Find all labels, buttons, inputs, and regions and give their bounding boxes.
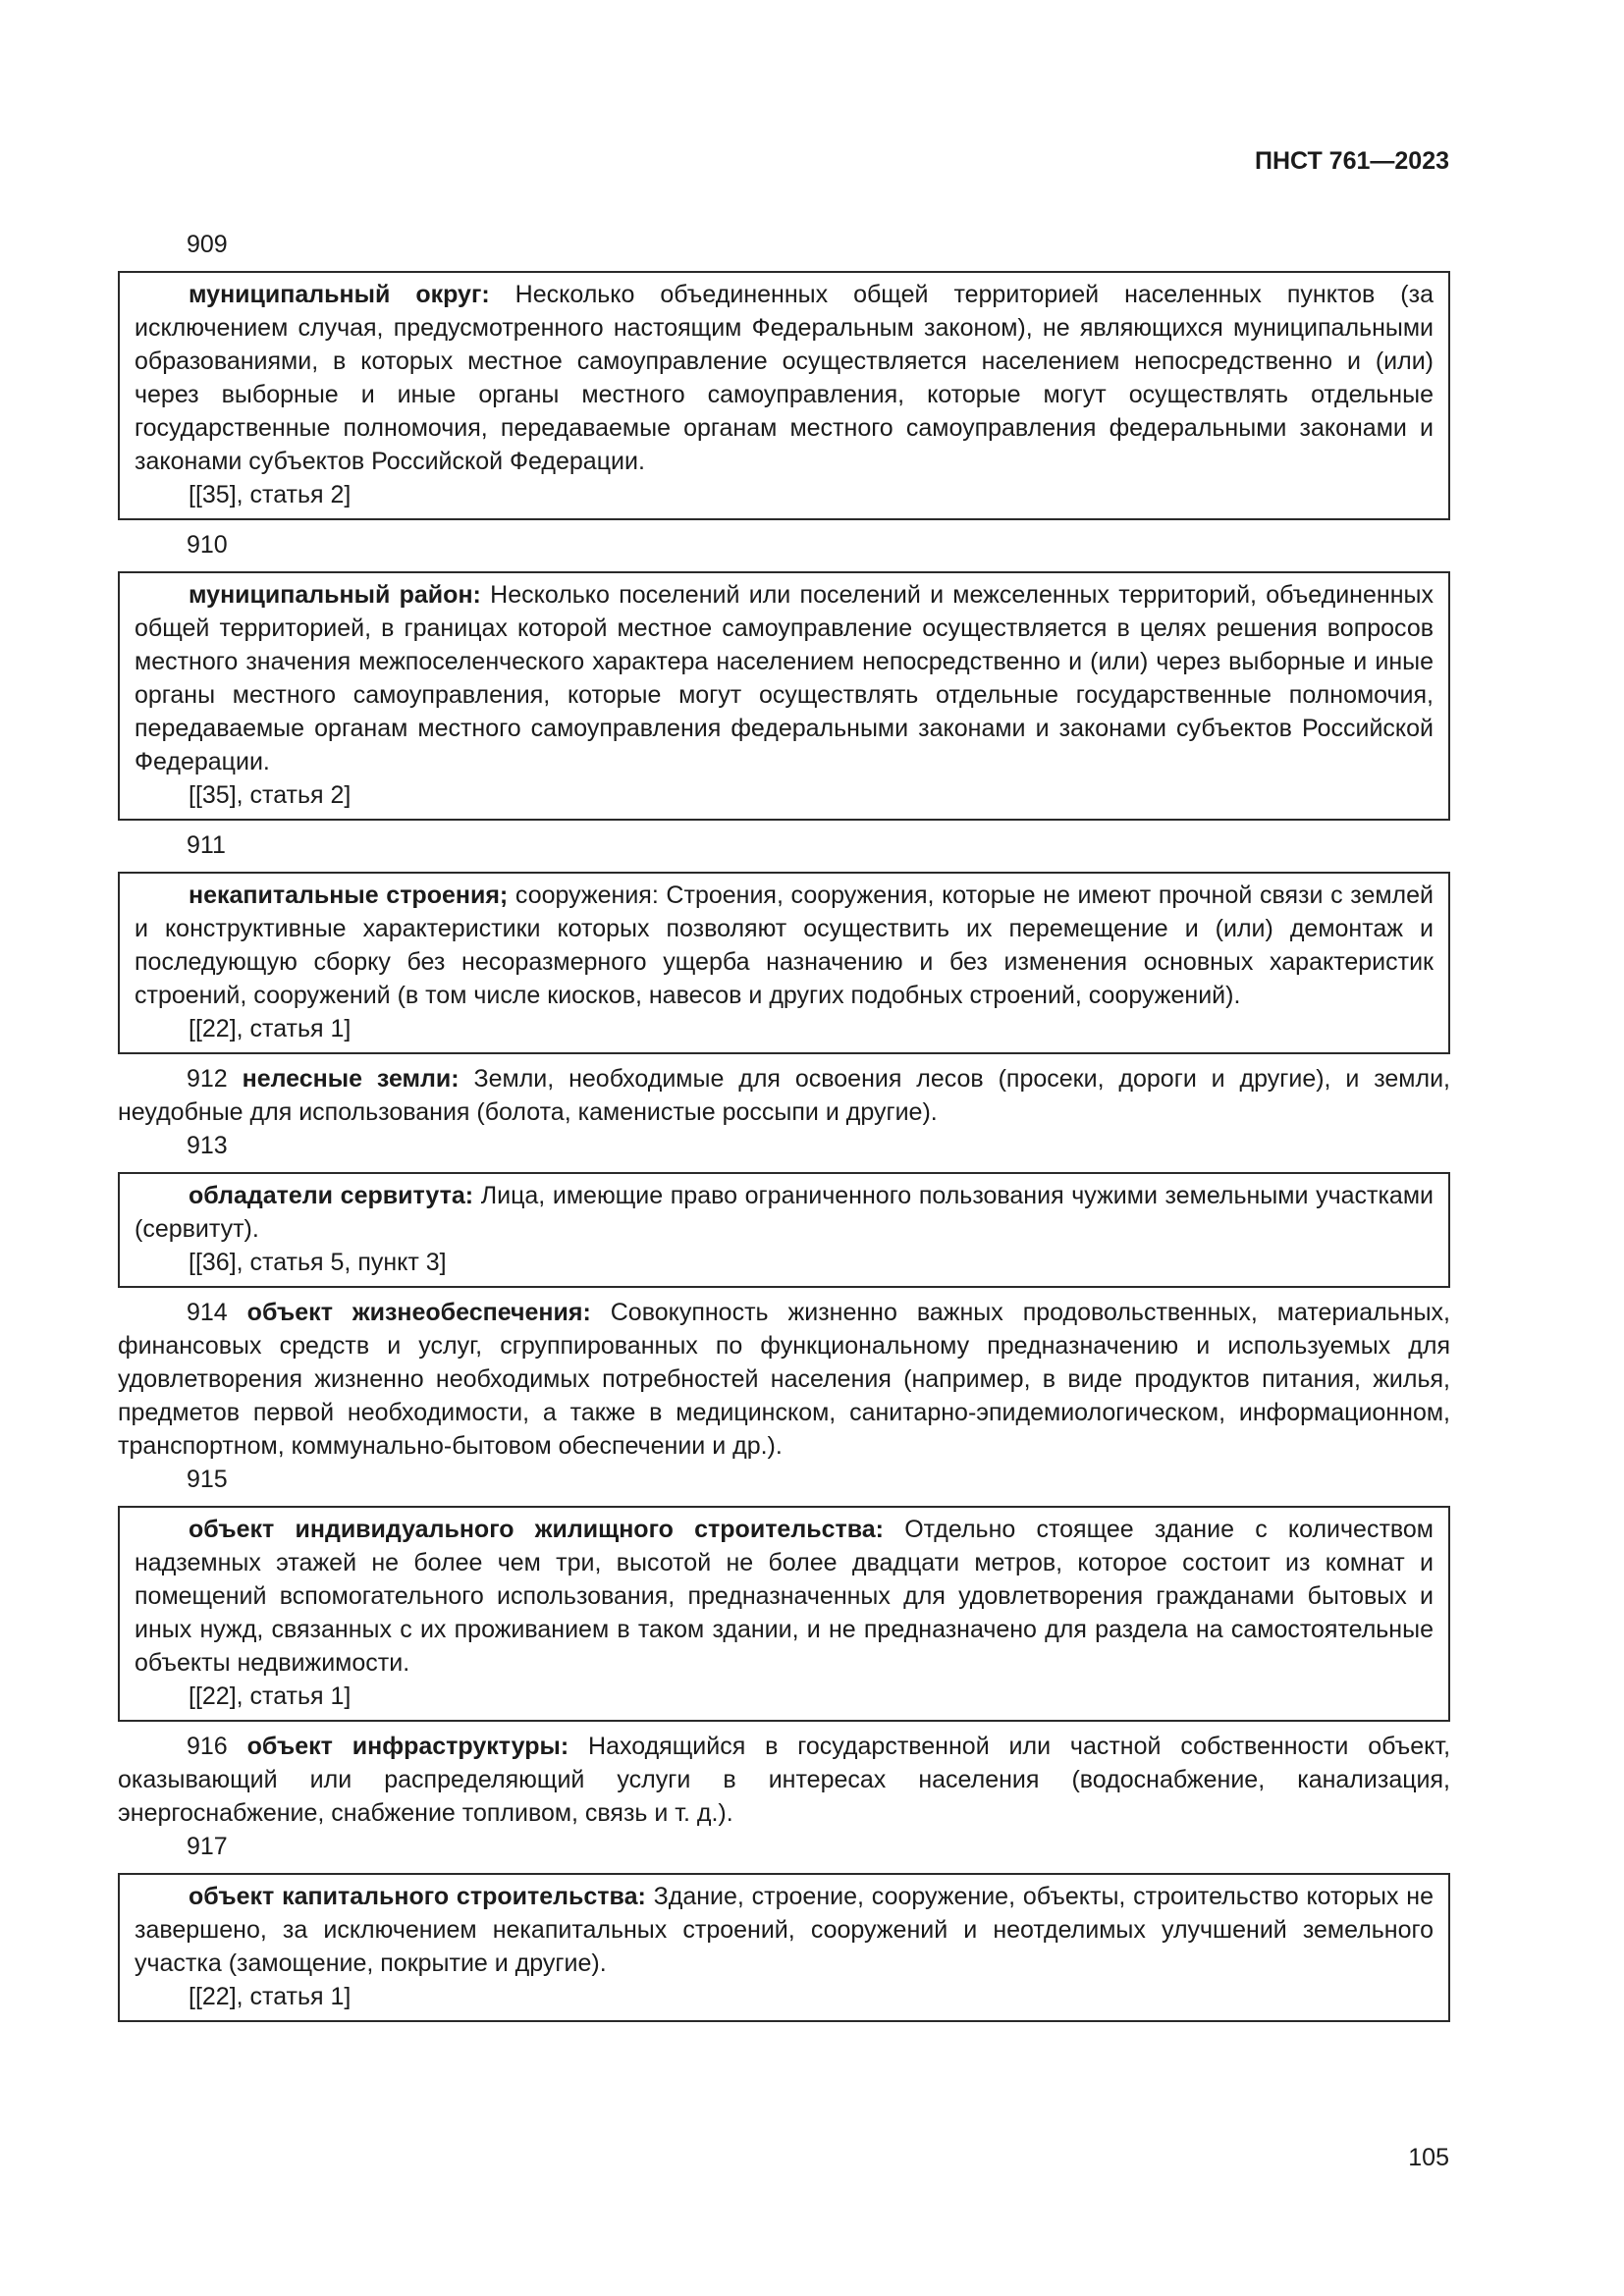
definition: сооружения: Строения, сооружения, которые не имеют прочной связи с землей и конструктивные характеристики которых позволяют осуществить их перемещение и (или) демонтаж и последующую сборку без несоразмерного ущерба назначению и без изменения основных характеристик строений, сооружений (в том числе киосков, навесов и других подобных строений, сооружений). xyxy=(135,881,1434,1009)
definition-box xyxy=(118,872,1450,1054)
entry-number: 911 xyxy=(187,831,226,859)
term: объект инфраструктуры: xyxy=(246,1733,569,1760)
source-reference: [[35], статья 2] xyxy=(189,481,352,508)
page-number: 105 xyxy=(1408,2144,1449,2171)
entry-number: 914 xyxy=(187,1299,228,1326)
term: нелесные земли: xyxy=(242,1065,460,1093)
definition: Совокупность жизненно важных продовольственных, материальных, финансовых средств и услуг, сгруппированных по функциональному предназначению и используемых для удовлетворения жизненно необходимых потребностей населения (например, в виде продуктов питания, жилья, предметов первой необходимости, а также в медицинском, санитарно-эпидемиологическом, информационном, транспортном, коммунально-бытовом обеспечении и др.). xyxy=(118,1299,1450,1460)
term: обладатели сервитута: xyxy=(189,1182,474,1209)
term: муниципальный округ: xyxy=(189,281,490,308)
definition-text xyxy=(118,1730,1450,1830)
entry-number: 913 xyxy=(187,1132,228,1159)
entry-number: 916 xyxy=(187,1733,228,1760)
definition-box xyxy=(118,271,1450,520)
source-reference: [[35], статья 2] xyxy=(189,781,352,809)
definition-text xyxy=(135,578,1434,778)
term: объект индивидуального жилищного строительства: xyxy=(189,1516,885,1543)
definition-text xyxy=(135,879,1434,1012)
definition: Несколько объединенных общей территорией населенных пунктов (за исключением случая, предусмотренного настоящим Федеральным законом), не являющихся муниципальными образованиями, в которых местное самоуправление осуществляется населением непосредственно и (или) через выборные и иные органы местного самоуправления, которые могут осуществлять отдельные государственные полномочия, передаваемые органам местного самоуправления федеральными законами и законами субъектов Российской Федерации. xyxy=(135,281,1434,475)
document-code: ПНСТ 761—2023 xyxy=(1255,147,1449,175)
source-reference: [[22], статья 1] xyxy=(189,1983,352,2010)
definition-text xyxy=(118,1062,1450,1129)
definition-box xyxy=(118,1873,1450,2022)
term: объект жизнеобеспечения: xyxy=(246,1299,591,1326)
definition: Находящийся в государственной или частной собственности объект, оказывающий или распределяющий услуги в интересах населения (водоснабжение, канализация, энергоснабжение, снабжение топливом, связь и т. д.). xyxy=(118,1733,1451,1827)
term: некапитальные строения; xyxy=(189,881,509,909)
definition-box xyxy=(118,1506,1450,1722)
definition-box xyxy=(118,571,1450,821)
definition-text xyxy=(135,1880,1434,1980)
definition: Лица, имеющие право ограниченного пользования чужими земельными участками (сервитут). xyxy=(135,1182,1434,1243)
definition-text xyxy=(135,1513,1434,1680)
entry-number: 912 xyxy=(187,1065,228,1093)
definition-text xyxy=(118,1296,1450,1463)
term: объект капитального строительства: xyxy=(189,1883,646,1910)
definition-box xyxy=(118,1172,1450,1288)
source-reference: [[22], статья 1] xyxy=(189,1682,352,1710)
definition: Земли, необходимые для освоения лесов (просеки, дороги и другие), и земли, неудобные для использования (болота, каменистые россыпи и другие). xyxy=(118,1065,1450,1126)
term: муниципальный район: xyxy=(189,581,481,609)
definition-text xyxy=(135,278,1434,478)
entry-number: 909 xyxy=(187,231,228,258)
source-reference: [[22], статья 1] xyxy=(189,1015,352,1042)
source-reference: [[36], статья 5, пункт 3] xyxy=(189,1249,447,1276)
entry-number: 915 xyxy=(187,1466,228,1493)
entry-number: 917 xyxy=(187,1833,228,1860)
definition-text xyxy=(135,1179,1434,1246)
entry-number: 910 xyxy=(187,531,228,559)
definition: Здание, строение, сооружение, объекты, строительство которых не завершено, за исключением некапитальных строений, сооружений и неотделимых улучшений земельного участка (замощение, покрытие и другие). xyxy=(135,1883,1434,1977)
terms-list xyxy=(118,228,1450,2030)
definition: Несколько поселений или поселений и межселенных территорий, объединенных общей территорией, в границах которой местное самоуправление осуществляется в целях решения вопросов местного значения межпоселенческого характера населением непосредственно и (или) через выборные и иные органы местного самоуправления, которые могут осуществлять отдельные государственные полномочия, передаваемые органам местного самоуправления федеральными законами и законами субъектов Российской Федерации. xyxy=(135,581,1434,775)
definition: Отдельно стоящее здание с количеством надземных этажей не более чем три, высотой не более двадцати метров, которое состоит из комнат и помещений вспомогательного использования, предназначенных для удовлетворения гражданами бытовых и иных нужд, связанных с их проживанием в таком здании, и не предназначено для раздела на самостоятельные объекты недвижимости. xyxy=(135,1516,1434,1677)
